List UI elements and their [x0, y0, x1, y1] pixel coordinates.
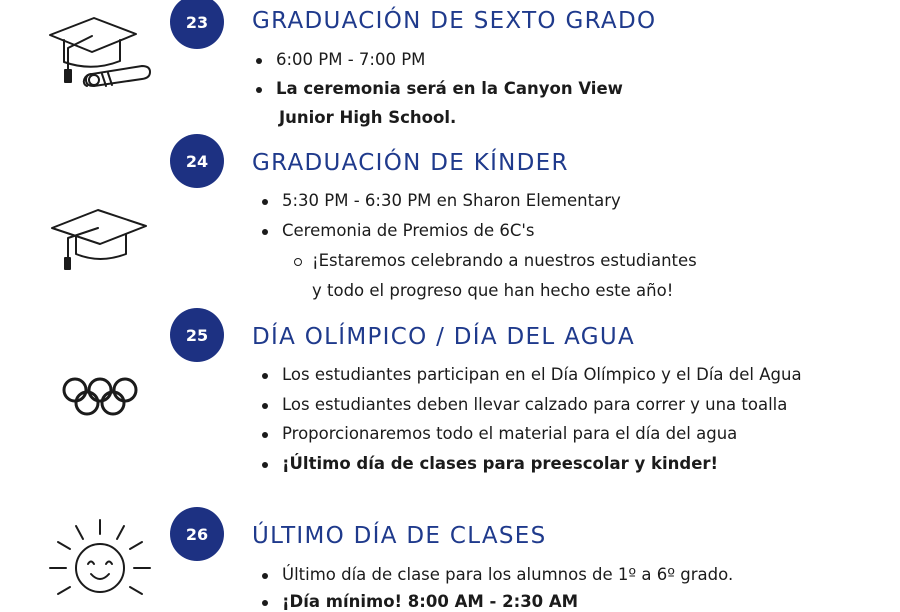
- list-item: 6:00 PM - 7:00 PM: [276, 50, 425, 70]
- bullet-icon: [262, 403, 268, 409]
- date-badge: 25: [170, 308, 224, 362]
- bullet-icon: [262, 373, 268, 379]
- bullet-icon: [262, 229, 268, 235]
- smiling-sun-icon: [46, 512, 156, 600]
- list-item: Ceremonia de Premios de 6C's: [282, 221, 535, 241]
- list-item-continuation: Junior High School.: [279, 108, 457, 127]
- section-heading: DÍA OLÍMPICO / DÍA DEL AGUA: [252, 324, 635, 350]
- list-item: Proporcionaremos todo el material para el día del agua: [282, 424, 737, 444]
- sub-list-item: ¡Estaremos celebrando a nuestros estudiantes: [312, 251, 697, 271]
- list-item: Los estudiantes participan en el Día Olímpico y el Día del Agua: [282, 365, 802, 385]
- graduation-cap-icon: [48, 206, 152, 272]
- bullet-icon: [262, 600, 268, 606]
- bullet-icon: [256, 87, 262, 93]
- olympic-rings-icon: [60, 376, 142, 418]
- bullet-icon: [262, 462, 268, 468]
- list-item: Último día de clase para los alumnos de 1º a 6º grado.: [282, 565, 733, 585]
- bullet-icon: [262, 199, 268, 205]
- list-item: La ceremonia será en la Canyon View: [276, 79, 623, 99]
- sub-bullet-icon: [294, 258, 302, 266]
- date-badge: 23: [170, 0, 224, 49]
- sub-list-item-continuation: y todo el progreso que han hecho este año!: [312, 281, 674, 300]
- list-item: ¡Último día de clases para preescolar y kinder!: [282, 454, 718, 474]
- section-heading: GRADUACIÓN DE SEXTO GRADO: [252, 8, 657, 34]
- bullet-icon: [262, 573, 268, 579]
- section-heading: GRADUACIÓN DE KÍNDER: [252, 150, 569, 176]
- section-heading: ÚLTIMO DÍA DE CLASES: [252, 523, 547, 549]
- date-badge: 24: [170, 134, 224, 188]
- graduation-cap-diploma-icon: [44, 14, 154, 90]
- bullet-icon: [256, 58, 262, 64]
- bullet-icon: [262, 432, 268, 438]
- list-item: ¡Día mínimo! 8:00 AM - 2:30 AM: [282, 592, 578, 612]
- list-item: Los estudiantes deben llevar calzado para correr y una toalla: [282, 395, 787, 415]
- list-item: 5:30 PM - 6:30 PM en Sharon Elementary: [282, 191, 621, 211]
- date-badge: 26: [170, 507, 224, 561]
